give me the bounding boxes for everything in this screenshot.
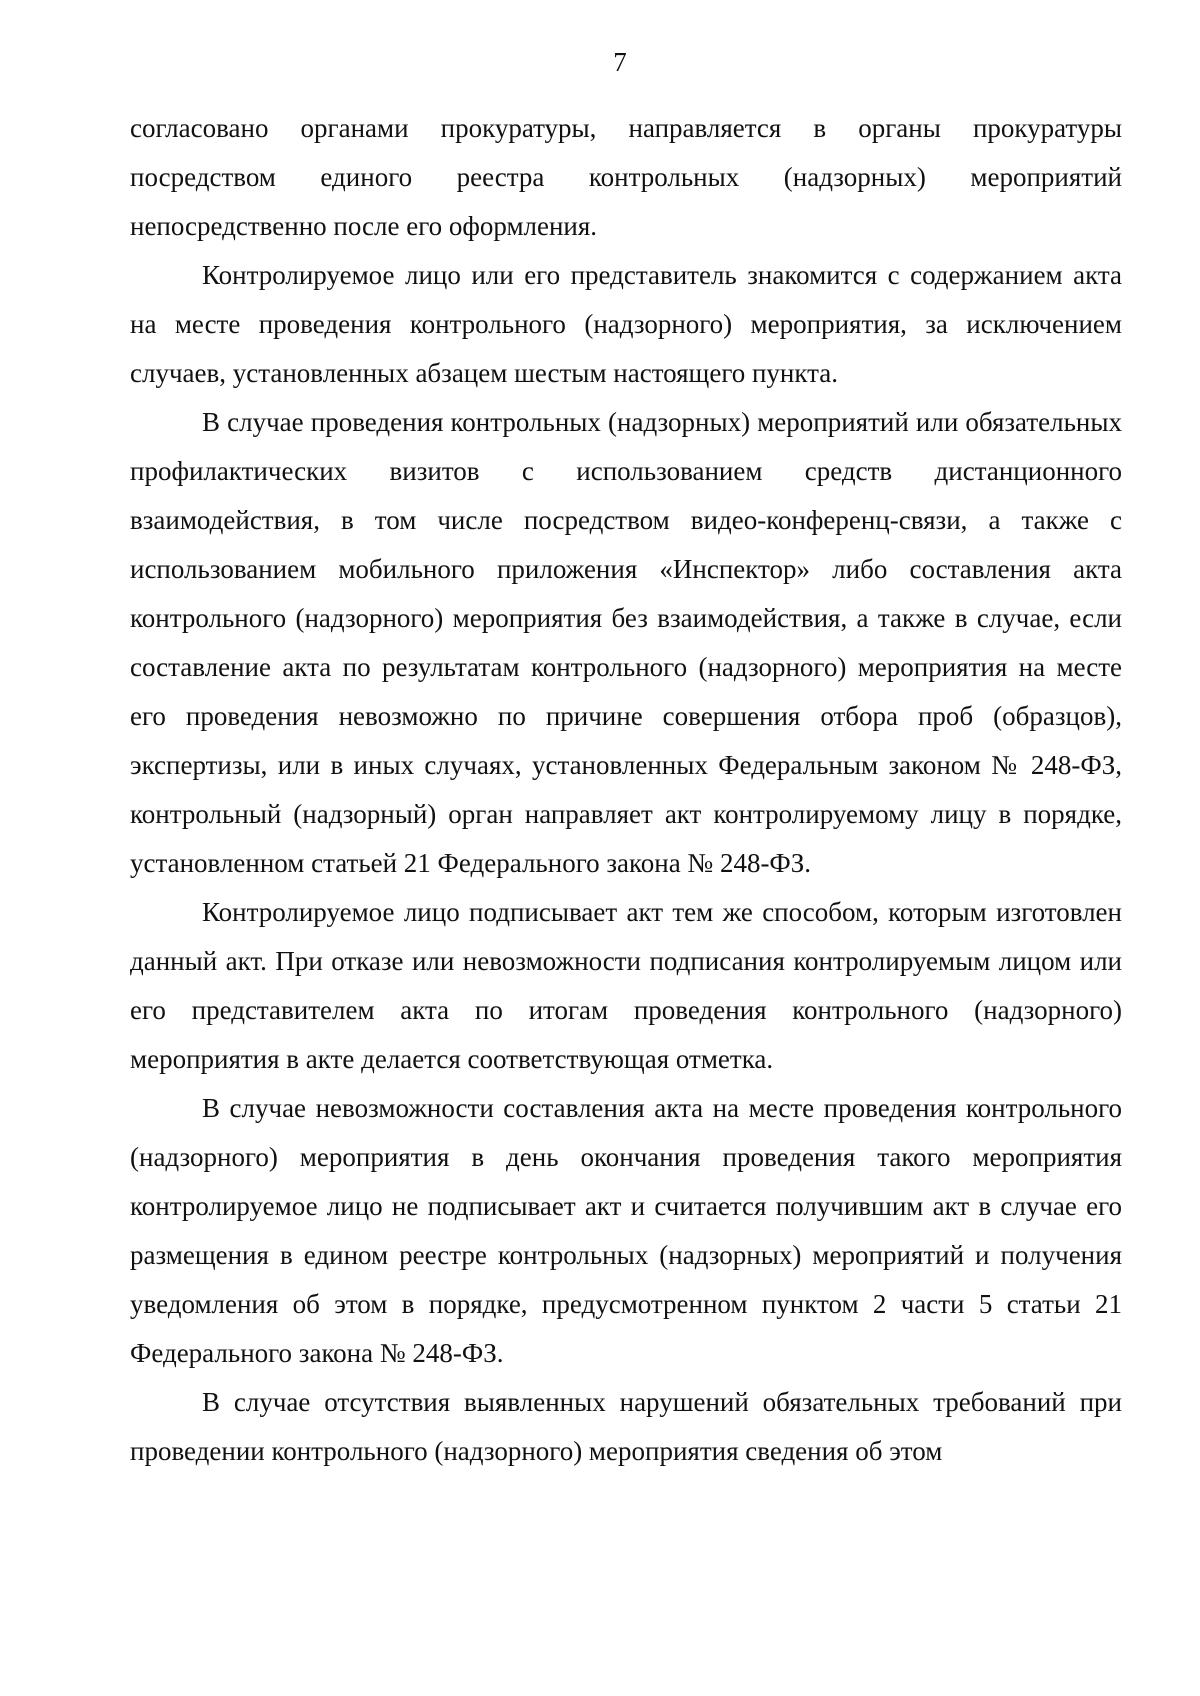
page-number: 7 <box>613 47 627 77</box>
document-body <box>130 104 1122 1476</box>
paragraph-act-impossibility: В случае невозможности составления акта на месте проведения контрольного (надзорного) мероприятия в день окончания проведения такого мероприятия контролируемое лицо не подписывает акт и считается получившим акт в случае его размещения в едином реестре контрольных (надзорных) мероприятий и получения уведомления об этом в порядке, предусмотренном пунктом 2 части 5 статьи 21 Федерального закона № 248-ФЗ. <box>130 1093 1122 1368</box>
paragraph-act-familiarization: Контролируемое лицо или его представитель знакомится с содержанием акта на месте проведения контрольного (надзорного) мероприятия, за исключением случаев, установленных абзацем шестым настоящего пункта. <box>130 260 1122 388</box>
paragraph-continuation: согласовано органами прокуратуры, направляется в органы прокуратуры посредством единого реестра контрольных (надзорных) мероприятий непосредственно после его оформления. <box>130 113 1122 241</box>
paragraph-act-signing: Контролируемое лицо подписывает акт тем же способом, которым изготовлен данный акт. При отказе или невозможности подписания контролируемым лицом или его представителем акта по итогам проведения контрольного (надзорного) мероприятия в акте делается соответствующая отметка. <box>130 897 1122 1074</box>
paragraph-remote-interaction: В случае проведения контрольных (надзорных) мероприятий или обязательных профилактических визитов с использованием средств дистанционного взаимодействия, в том числе посредством видео-конференц-связи, а также с использованием мобильного приложения «Инспектор» либо составления акта контрольного (надзорного) мероприятия без взаимодействия, а также в случае, если составление акта по результатам контрольного (надзорного) мероприятия на месте его проведения невозможно по причине совершения отбора проб (образцов), экспертизы, или в иных случаях, установленных Федеральным законом № 248-ФЗ, контрольный (надзорный) орган направляет акт контролируемому лицу в порядке, установленном статьей 21 Федерального закона № 248-ФЗ. <box>130 407 1122 878</box>
paragraph-no-violations: В случае отсутствия выявленных нарушений обязательных требований при проведении контрольного (надзорного) мероприятия сведения об этом <box>130 1387 1122 1466</box>
